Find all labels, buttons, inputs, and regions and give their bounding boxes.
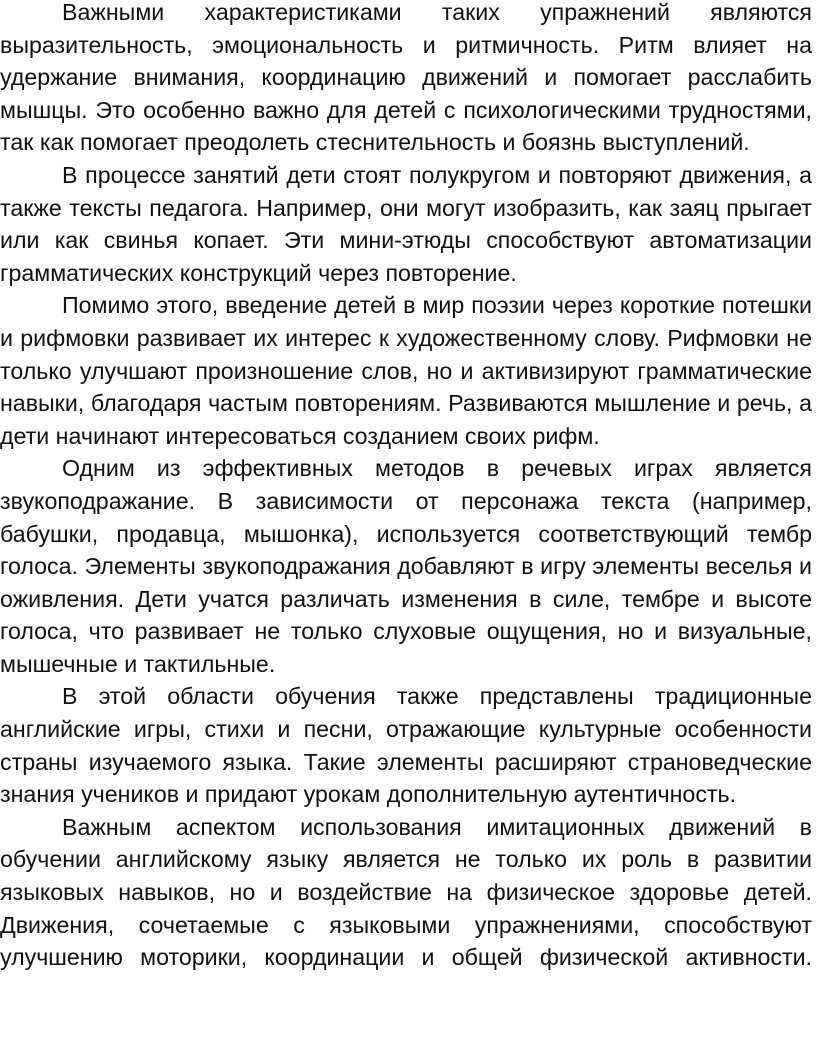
paragraph-2: В процессе занятий дети стоят полукругом и повторяют движения, а также тексты педагога. Например, они могут изобразить, как заяц прыгает или как свинья копает. Эти мини-этюды способствуют автоматизации грамматических конструкций через повторение. — [0, 161, 812, 286]
paragraph-4: Одним из эффективных методов в речевых играх является звукоподражание. В зависимости от персонажа текста (например, бабушки, продавца, мышонка), используется соответствующий тембр голоса. Элементы звукоподражания добавляют в игру элементы веселья и оживления. Дети учатся различать изменения в силе, тембре и высоте голоса, что развивает не только слуховые ощущения, но и визуальные, мышечные и тактильные. — [0, 455, 812, 677]
paragraph-6: Важным аспектом использования имитационных движений в обучении английскому языку является не только их роль в развитии языковых навыков, но и воздействие на физическое здоровье детей. Движения, сочетаемые с языковыми упражнениями, способствуют улучшению моторики, координации и общей физической активности. — [0, 813, 812, 971]
paragraph-3: Помимо этого, введение детей в мир поэзии через короткие потешки и рифмовки развивает их интерес к художественному слову. Рифмовки не только улучшают произношение слов, но и активизируют грамматические навыки, благодаря частым повторениям. Развиваются мышление и речь, а дети начинают интересоваться созданием своих рифм. — [0, 292, 812, 449]
paragraph-1: Важными характеристиками таких упражнений являются выразительность, эмоциональность и ритмичность. Ритм влияет на удержание внимания, координацию движений и помогает расслабить мышцы. Это особенно важно для детей с психологическими трудностями, так как помогает преодолеть стеснительность и боязнь выступлений. — [0, 0, 812, 156]
paragraph-5: В этой области обучения также представлены традиционные английские игры, стихи и песни, отражающие культурные особенности страны изучаемого языка. Такие элементы расширяют страноведческие знания учеников и придают урокам дополнительную аутентичность. — [0, 683, 812, 808]
